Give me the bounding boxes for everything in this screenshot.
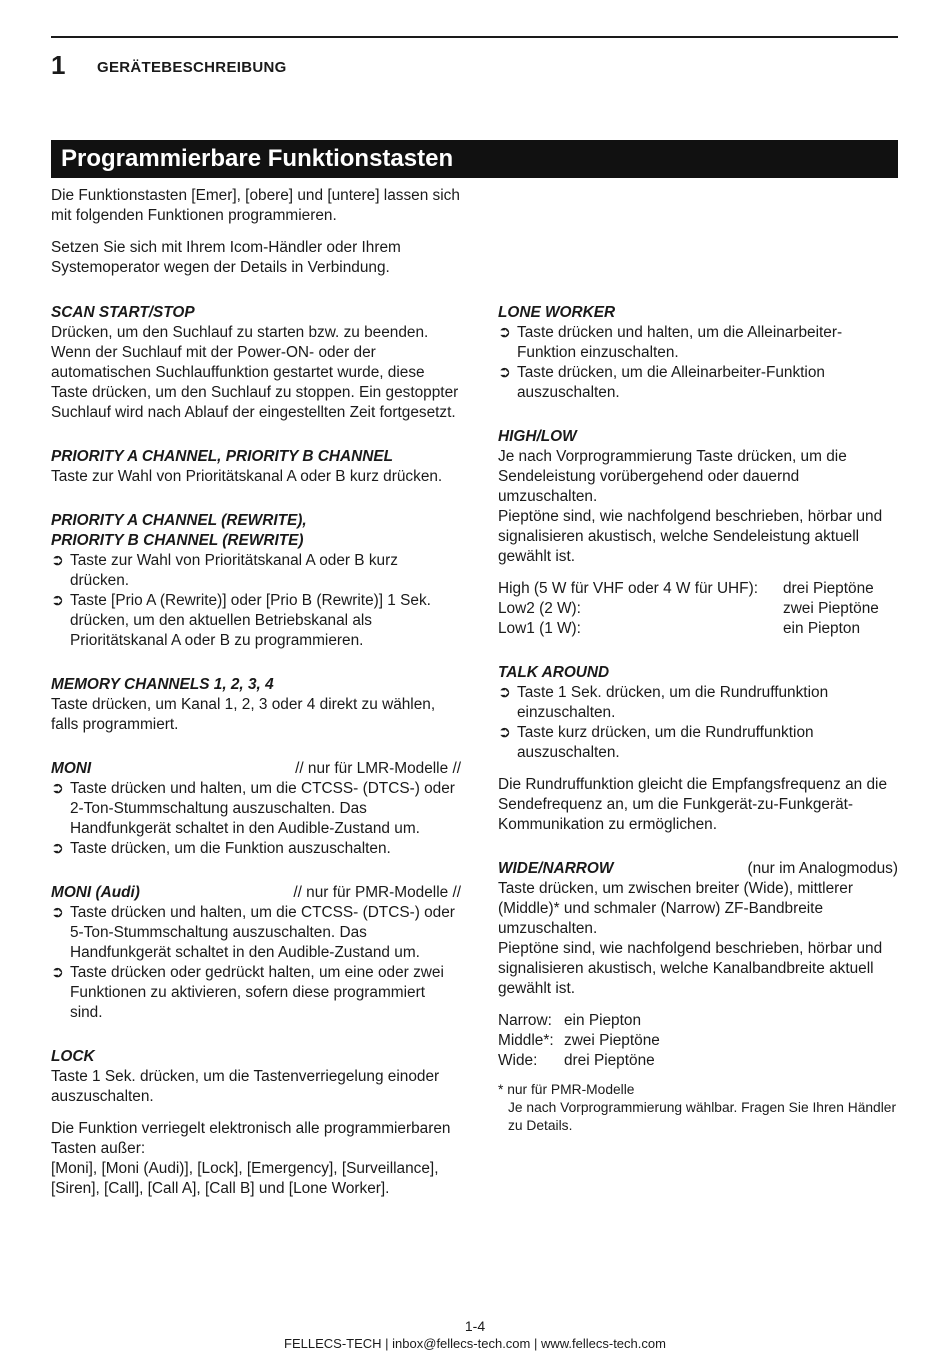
row-value: ein Piepton [783, 620, 861, 637]
row-value: ein Piepton [564, 1012, 642, 1029]
heading-row [498, 859, 898, 879]
intro-paragraph: Setzen Sie sich mit Ihrem Icom-Händler oder Ihrem Systemoperator wegen der Details in Verbindung. [51, 239, 401, 276]
table-row [498, 619, 898, 639]
bullet-item [498, 723, 898, 763]
high-low-section [498, 427, 898, 639]
table-row [498, 1031, 898, 1051]
section-text: Taste zur Wahl von Prioritätskanal A oder B kurz drücken. [51, 468, 443, 485]
section-heading: PRIORITY B CHANNEL (REWRITE) [51, 532, 304, 549]
section-text: Pieptöne sind, wie nachfolgend beschrieben, hörbar und signalisieren akustisch, welche Kanalbandbreite aktuell gewählt ist. [498, 940, 883, 997]
row-label: Low2 (2 W): [498, 600, 581, 617]
bullet-text: Taste drücken oder gedrückt halten, um eine oder zwei Funktionen zu aktivieren, sofern diese programmiert sind. [70, 964, 444, 1021]
arrow-bullet-icon: ➲ [498, 364, 511, 381]
arrow-bullet-icon: ➲ [498, 724, 511, 741]
bullet-item [498, 323, 898, 363]
section-heading: PRIORITY A CHANNEL, PRIORITY B CHANNEL [51, 448, 394, 465]
bullet-item [51, 591, 461, 651]
bullet-text: Taste drücken und halten, um die CTCSS- (DTCS-) oder 5-Ton-Stummschaltung auszuschalten. Das Handfunkgerät schaltet in den Audible-Zustand um. [70, 904, 455, 961]
footnote-line: * nur für PMR-Modelle [498, 1082, 635, 1097]
row-label: Low1 (1 W): [498, 620, 581, 637]
section-heading: MEMORY CHANNELS 1, 2, 3, 4 [51, 676, 274, 693]
section-text: Drücken, um den Suchlauf zu starten bzw. zu beenden. Wenn der Suchlauf mit der Power-ON- oder der automatischen Suchlauffunktion gestartet wurde, diese Taste drücken, um den Suchlauf zu stoppen. Ein gestoppter Suchlauf wird nach Ablauf der eingestellten Zeit fortgesetzt. [51, 324, 459, 421]
row-label: Narrow: [498, 1012, 552, 1029]
heading-row [51, 883, 461, 903]
header-rule [51, 36, 898, 38]
bullet-text: Taste drücken und halten, um die CTCSS- (DTCS-) oder 2-Ton-Stummschaltung auszuschalten. Das Handfunkgerät schaltet in den Audible-Zustand um. [70, 780, 455, 837]
section-heading: WIDE/NARROW [498, 860, 614, 877]
bullet-text: Taste drücken und halten, um die Alleinarbeiter-Funktion einzuschalten. [517, 324, 843, 361]
bullet-item [51, 779, 461, 839]
right-column [498, 303, 898, 1159]
section-heading: MONI (Audi) [51, 884, 140, 901]
bullet-item [51, 551, 461, 591]
moni-audi-section [51, 883, 461, 1023]
bullet-text: Taste drücken, um die Alleinarbeiter-Funktion auszuschalten. [517, 364, 825, 401]
talk-around-section [498, 663, 898, 835]
wide-narrow-section [498, 859, 898, 1135]
mode-note: (nur im Analogmodus) [747, 860, 898, 877]
table-row [498, 599, 898, 619]
bullet-text: Taste zur Wahl von Prioritätskanal A oder B kurz drücken. [70, 552, 398, 589]
bullet-item [498, 363, 898, 403]
section-heading: LOCK [51, 1048, 95, 1065]
footnote-line: Je nach Vorprogrammierung wählbar. Fragen Sie Ihren Händler zu Details. [508, 1100, 897, 1133]
section-text: Je nach Vorprogrammierung Taste drücken, um die Sendeleistung vorübergehend oder dauernd umzuschalten. [498, 448, 847, 505]
bullet-text: Taste 1 Sek. drücken, um die Rundruffunktion einzuschalten. [517, 684, 829, 721]
priority-rewrite-section [51, 511, 461, 651]
table-row [498, 1051, 898, 1071]
section-heading: MONI [51, 760, 92, 777]
row-value: drei Pieptöne [783, 580, 874, 597]
memory-section [51, 675, 461, 735]
chapter-title: GERÄTEBESCHREIBUNG [97, 59, 287, 76]
lock-section [51, 1047, 461, 1199]
page-number: 1-4 [464, 1318, 486, 1334]
heading-row [51, 759, 461, 779]
bullet-item [498, 683, 898, 723]
row-value: zwei Pieptöne [564, 1032, 660, 1049]
row-value: drei Pieptöne [564, 1052, 655, 1069]
arrow-bullet-icon: ➲ [51, 840, 64, 857]
section-title: Programmierbare Funktionstasten [51, 140, 898, 178]
section-heading: SCAN START/STOP [51, 304, 195, 321]
section-text: Taste 1 Sek. drücken, um die Tastenverriegelung einoder auszuschalten. [51, 1068, 440, 1105]
arrow-bullet-icon: ➲ [51, 904, 64, 921]
row-label: Wide: [498, 1052, 538, 1069]
arrow-bullet-icon: ➲ [51, 552, 64, 569]
row-label: Middle*: [498, 1032, 554, 1049]
section-heading: HIGH/LOW [498, 428, 577, 445]
footer: FELLECS-TECH | inbox@fellecs-tech.com | www.fellecs-tech.com [284, 1336, 666, 1351]
bandwidth-beep-table [498, 1011, 898, 1071]
left-column [51, 303, 461, 1223]
section-text: Die Funktion verriegelt elektronisch alle programmierbaren Tasten außer: [51, 1120, 451, 1157]
power-beep-table [498, 579, 898, 639]
section-heading: PRIORITY A CHANNEL (REWRITE), [51, 512, 307, 529]
arrow-bullet-icon: ➲ [498, 684, 511, 701]
moni-section [51, 759, 461, 859]
arrow-bullet-icon: ➲ [51, 964, 64, 981]
bullet-text: Taste [Prio A (Rewrite)] oder [Prio B (Rewrite)] 1 Sek. drücken, um den aktuellen Betriebskanal als Prioritätskanal A oder B zu programmieren. [70, 592, 431, 649]
section-text: Die Rundruffunktion gleicht die Empfangsfrequenz an die Sendefrequenz an, um die Funkgerät-zu-Funkgerät-Kommunikation zu ermöglichen. [498, 776, 888, 833]
bullet-item [51, 839, 461, 859]
intro [51, 186, 461, 290]
section-heading: LONE WORKER [498, 304, 616, 321]
section-heading: TALK AROUND [498, 664, 610, 681]
table-row [498, 579, 898, 599]
model-note: // nur für LMR-Modelle // [295, 760, 461, 777]
bullet-text: Taste drücken, um die Funktion auszuschalten. [70, 840, 391, 857]
model-note: // nur für PMR-Modelle // [293, 884, 461, 901]
scan-section [51, 303, 461, 423]
table-row [498, 1011, 898, 1031]
section-text: Taste drücken, um Kanal 1, 2, 3 oder 4 direkt zu wählen, falls programmiert. [51, 696, 436, 733]
section-text: [Moni], [Moni (Audi)], [Lock], [Emergency], [Surveillance], [Siren], [Call], [Call A], [Call B] und [Lone Worker]. [51, 1160, 439, 1197]
footnote [498, 1081, 898, 1135]
row-label: High (5 W für VHF oder 4 W für UHF): [498, 580, 758, 597]
lone-worker-section [498, 303, 898, 403]
section-text: Taste drücken, um zwischen breiter (Wide), mittlerer (Middle)* und schmaler (Narrow) ZF-Bandbreite umzuschalten. [498, 880, 853, 937]
arrow-bullet-icon: ➲ [498, 324, 511, 341]
bullet-text: Taste kurz drücken, um die Rundruffunktion auszuschalten. [517, 724, 814, 761]
intro-paragraph: Die Funktionstasten [Emer], [obere] und [untere] lassen sich mit folgenden Funktionen programmieren. [51, 187, 460, 224]
priority-section [51, 447, 461, 487]
bullet-item [51, 963, 461, 1023]
arrow-bullet-icon: ➲ [51, 780, 64, 797]
arrow-bullet-icon: ➲ [51, 592, 64, 609]
row-value: zwei Pieptöne [783, 600, 879, 617]
chapter-number: 1 [51, 50, 66, 80]
bullet-item [51, 903, 461, 963]
section-text: Pieptöne sind, wie nachfolgend beschrieben, hörbar und signalisieren akustisch, welche Sendeleistung aktuell gewählt ist. [498, 508, 883, 565]
